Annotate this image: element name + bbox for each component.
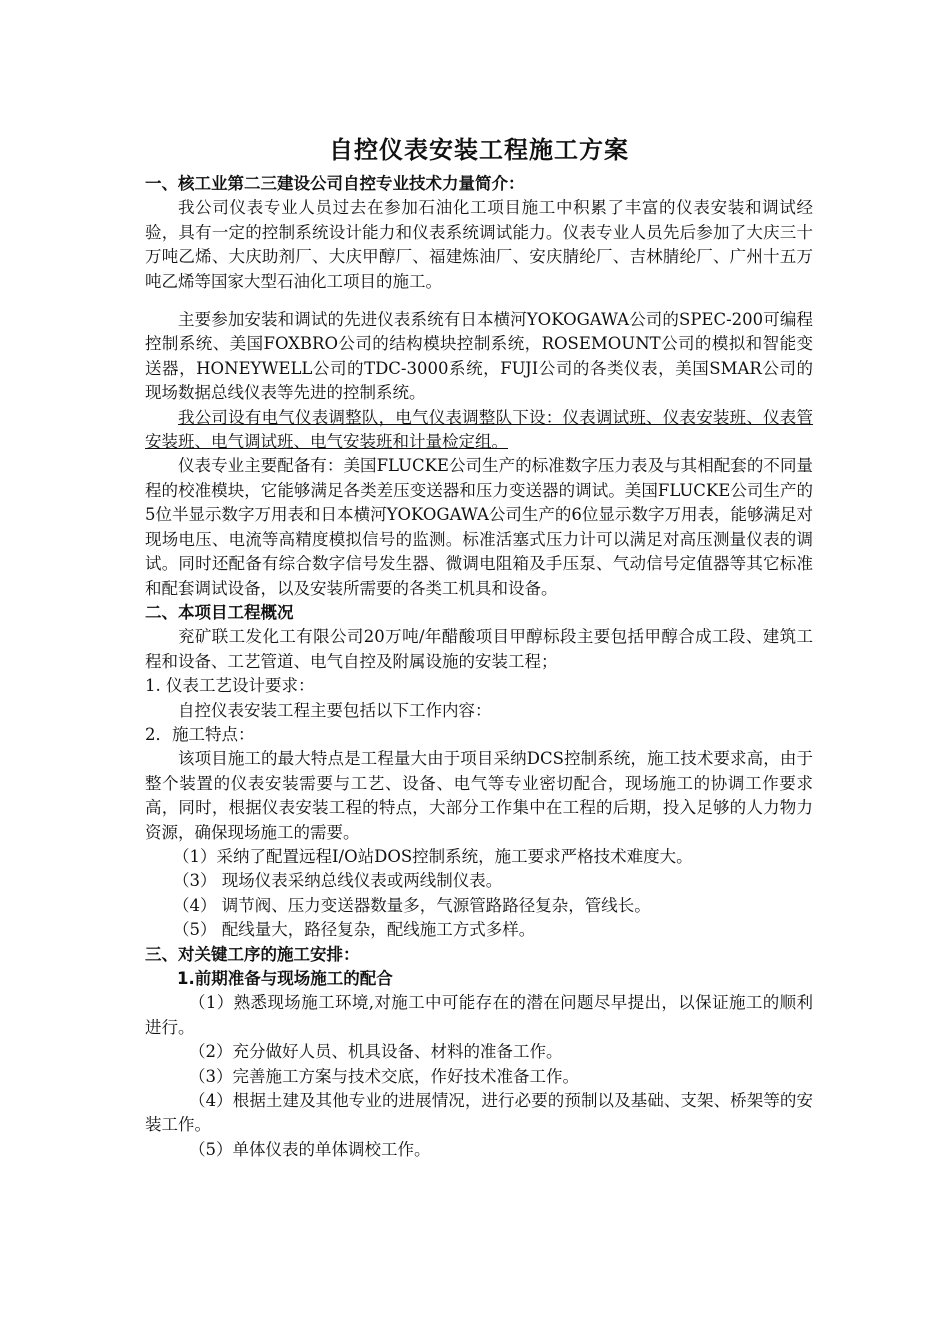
section-2-list-1: 1. 仪表工艺设计要求： (145, 676, 315, 696)
section-2-list-1-text: 自控仪表安装工程主要包括以下工作内容： (178, 700, 492, 720)
section-1-paragraph-2: 主要参加安装和调试的先进仪表系统有日本横河YOKOGAWA公司的SPEC-200可编程控制系统、美国FOXBRO公司的结构模块控制系统，ROSEMOUNT公司的模拟和智能变送器，HONEYWELL公司的TDC-3000系统，FUJI公司的各类仪表，美国SMAR公司的现场数据总线仪表等先进的控制系统。 (145, 310, 813, 403)
section-2-list-2: 2．施工特点： (145, 724, 255, 744)
section-1-paragraph-3: 我公司设有电气仪表调整队，电气仪表调整队下设：仪表调试班、仪表安装班、仪表管安装班、电气调试班、电气安装班和计量检定组。 (145, 407, 813, 452)
section-3-item: （4）根据土建及其他专业的进展情况，进行必要的预制以及基础、支架、桥架等的安装工作。 (145, 1091, 813, 1135)
section-3-item: （1）熟悉现场施工环境,对施工中可能存在的潜在问题尽早提出，以保证施工的顺利进行。 (145, 993, 813, 1037)
section-1-paragraph-4: 仪表专业主要配备有：美国FLUCKE公司生产的标准数字压力表及与其相配套的不同量程的校准模块，它能够满足各类差压变送器和压力变送器的调试。美国FLUCKE公司生产的5位半显示数字万用表和日本横河YOKOGAWA公司生产的6位显示数字万用表，能够满足对现场电压、电流等高精度模拟信号的监测。标准活塞式压力计可以满足对高压测量仪表的调试。同时还配备有综合数字信号发生器、微调电阻箱及手压泵、气动信号定值器等其它标准和配套调试设备，以及安装所需要的各类工机具和设备。 (145, 456, 813, 598)
section-3-item: （5）单体仪表的单体调校工作。 (189, 1139, 431, 1159)
page-title: 自控仪表安装工程施工方案 (329, 135, 629, 164)
section-2-paragraph-2: 该项目施工的最大特点是工程量大由于项目采纳DCS控制系统，施工技术要求高，由于整个装置的仪表安装需要与工艺、设备、电气等专业密切配合，现场施工的协调工作要求高，同时，根据仪表安装工程的特点，大部分工作集中在工程的后期，投入足够的人力物力资源，确保现场施工的需要。 (145, 749, 813, 842)
section-2-paragraph-1: 兖矿联工发化工有限公司20万吨/年醋酸项目甲醇标段主要包括甲醇合成工段、建筑工程和设备、工艺管道、电气自控及附属设施的安装工程； (145, 627, 813, 671)
section-1-paragraph-1: 我公司仪表专业人员过去在参加石油化工项目施工中积累了丰富的仪表安装和调试经验，具有一定的控制系统设计能力和仪表系统调试能力。仪表专业人员先后参加了大庆三十万吨乙烯、大庆助剂厂、大庆甲醇厂、福建炼油厂、安庆腈纶厂、吉林腈纶厂、广州十五万吨乙烯等国家大型石油化工项目的施工。 (145, 198, 813, 291)
section-3-item: （2）充分做好人员、机具设备、材料的准备工作。 (189, 1042, 563, 1062)
section-3-heading: 三、对关键工序的施工安排： (145, 944, 360, 964)
document-page (145, 130, 813, 1162)
section-2-item: （1）采纳了配置远程I/O站DOS控制系统，施工要求严格技术难度大。 (173, 846, 693, 866)
section-3-item: （3）完善施工方案与技术交底，作好技术准备工作。 (189, 1066, 579, 1086)
section-1-heading: 一、核工业第二三建设公司自控专业技术力量简介： (145, 174, 525, 193)
section-2-item: （3） 现场仪表采纳总线仪表或两线制仪表。 (173, 871, 503, 891)
paragraph-spacer (145, 294, 813, 308)
section-2-item: （5） 配线量大，路径复杂，配线施工方式多样。 (173, 920, 536, 940)
section-2-heading: 二、本项目工程概况 (145, 602, 294, 622)
section-2-item: （4） 调节阀、压力变送器数量多，气源管路路径复杂，管线长。 (173, 895, 651, 915)
section-3-subheading: 1.前期准备与现场施工的配合 (177, 969, 393, 988)
